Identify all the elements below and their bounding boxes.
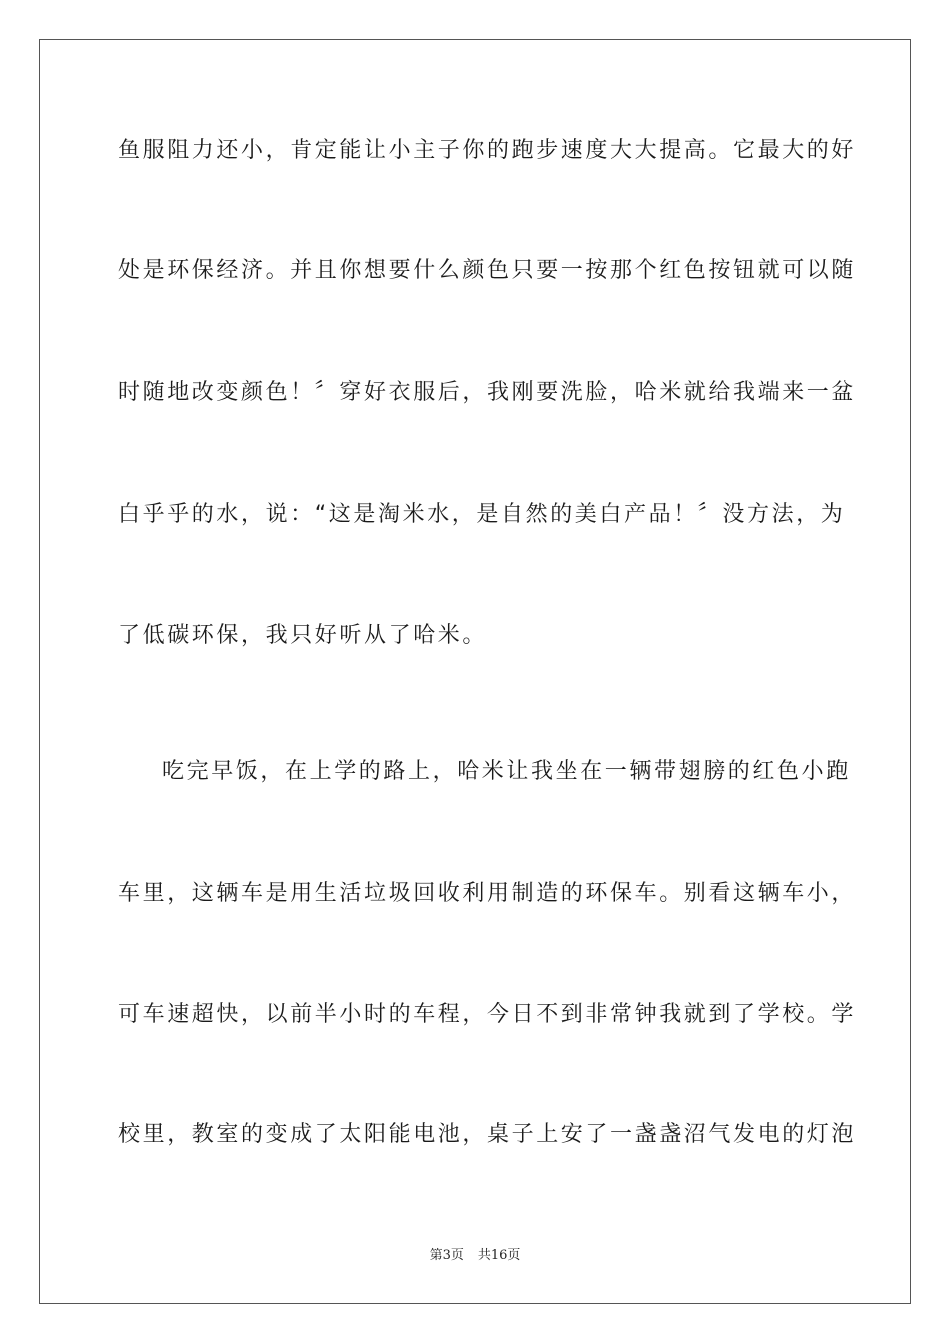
text-line-8: 可车速超快，以前半小时的车程，今日不到非常钟我就到了学校。学: [118, 1002, 857, 1027]
text-line-3: 时随地改变颜色！〞穿好衣服后，我刚要洗脸，哈米就给我端来一盆: [118, 380, 857, 405]
page-footer: [0, 1247, 950, 1265]
text-line-9: 校里，教室的变成了太阳能电池，桌子上安了一盏盏沼气发电的灯泡: [118, 1122, 857, 1147]
text-line-7: 车里，这辆车是用生活垃圾回收利用制造的环保车。别看这辆车小，: [118, 881, 857, 906]
text-line-1: 鱼服阻力还小，肯定能让小主子你的跑步速度大大提高。它最大的好: [118, 138, 857, 163]
text-line-2: 处是环保经济。并且你想要什么颜色只要一按那个红色按钮就可以随: [118, 258, 857, 283]
text-line-4: 白乎乎的水，说：“这是淘米水，是自然的美白产品！〞没方法，为: [118, 502, 846, 527]
text-line-5: 了低碳环保，我只好听从了哈米。: [118, 623, 488, 648]
page-total: 共16页: [477, 1248, 521, 1263]
page-number: 第3页: [429, 1248, 464, 1263]
page-border: [39, 39, 911, 1304]
text-line-6: 吃完早饭，在上学的路上，哈米让我坐在一辆带翅膀的红色小跑: [162, 759, 851, 784]
